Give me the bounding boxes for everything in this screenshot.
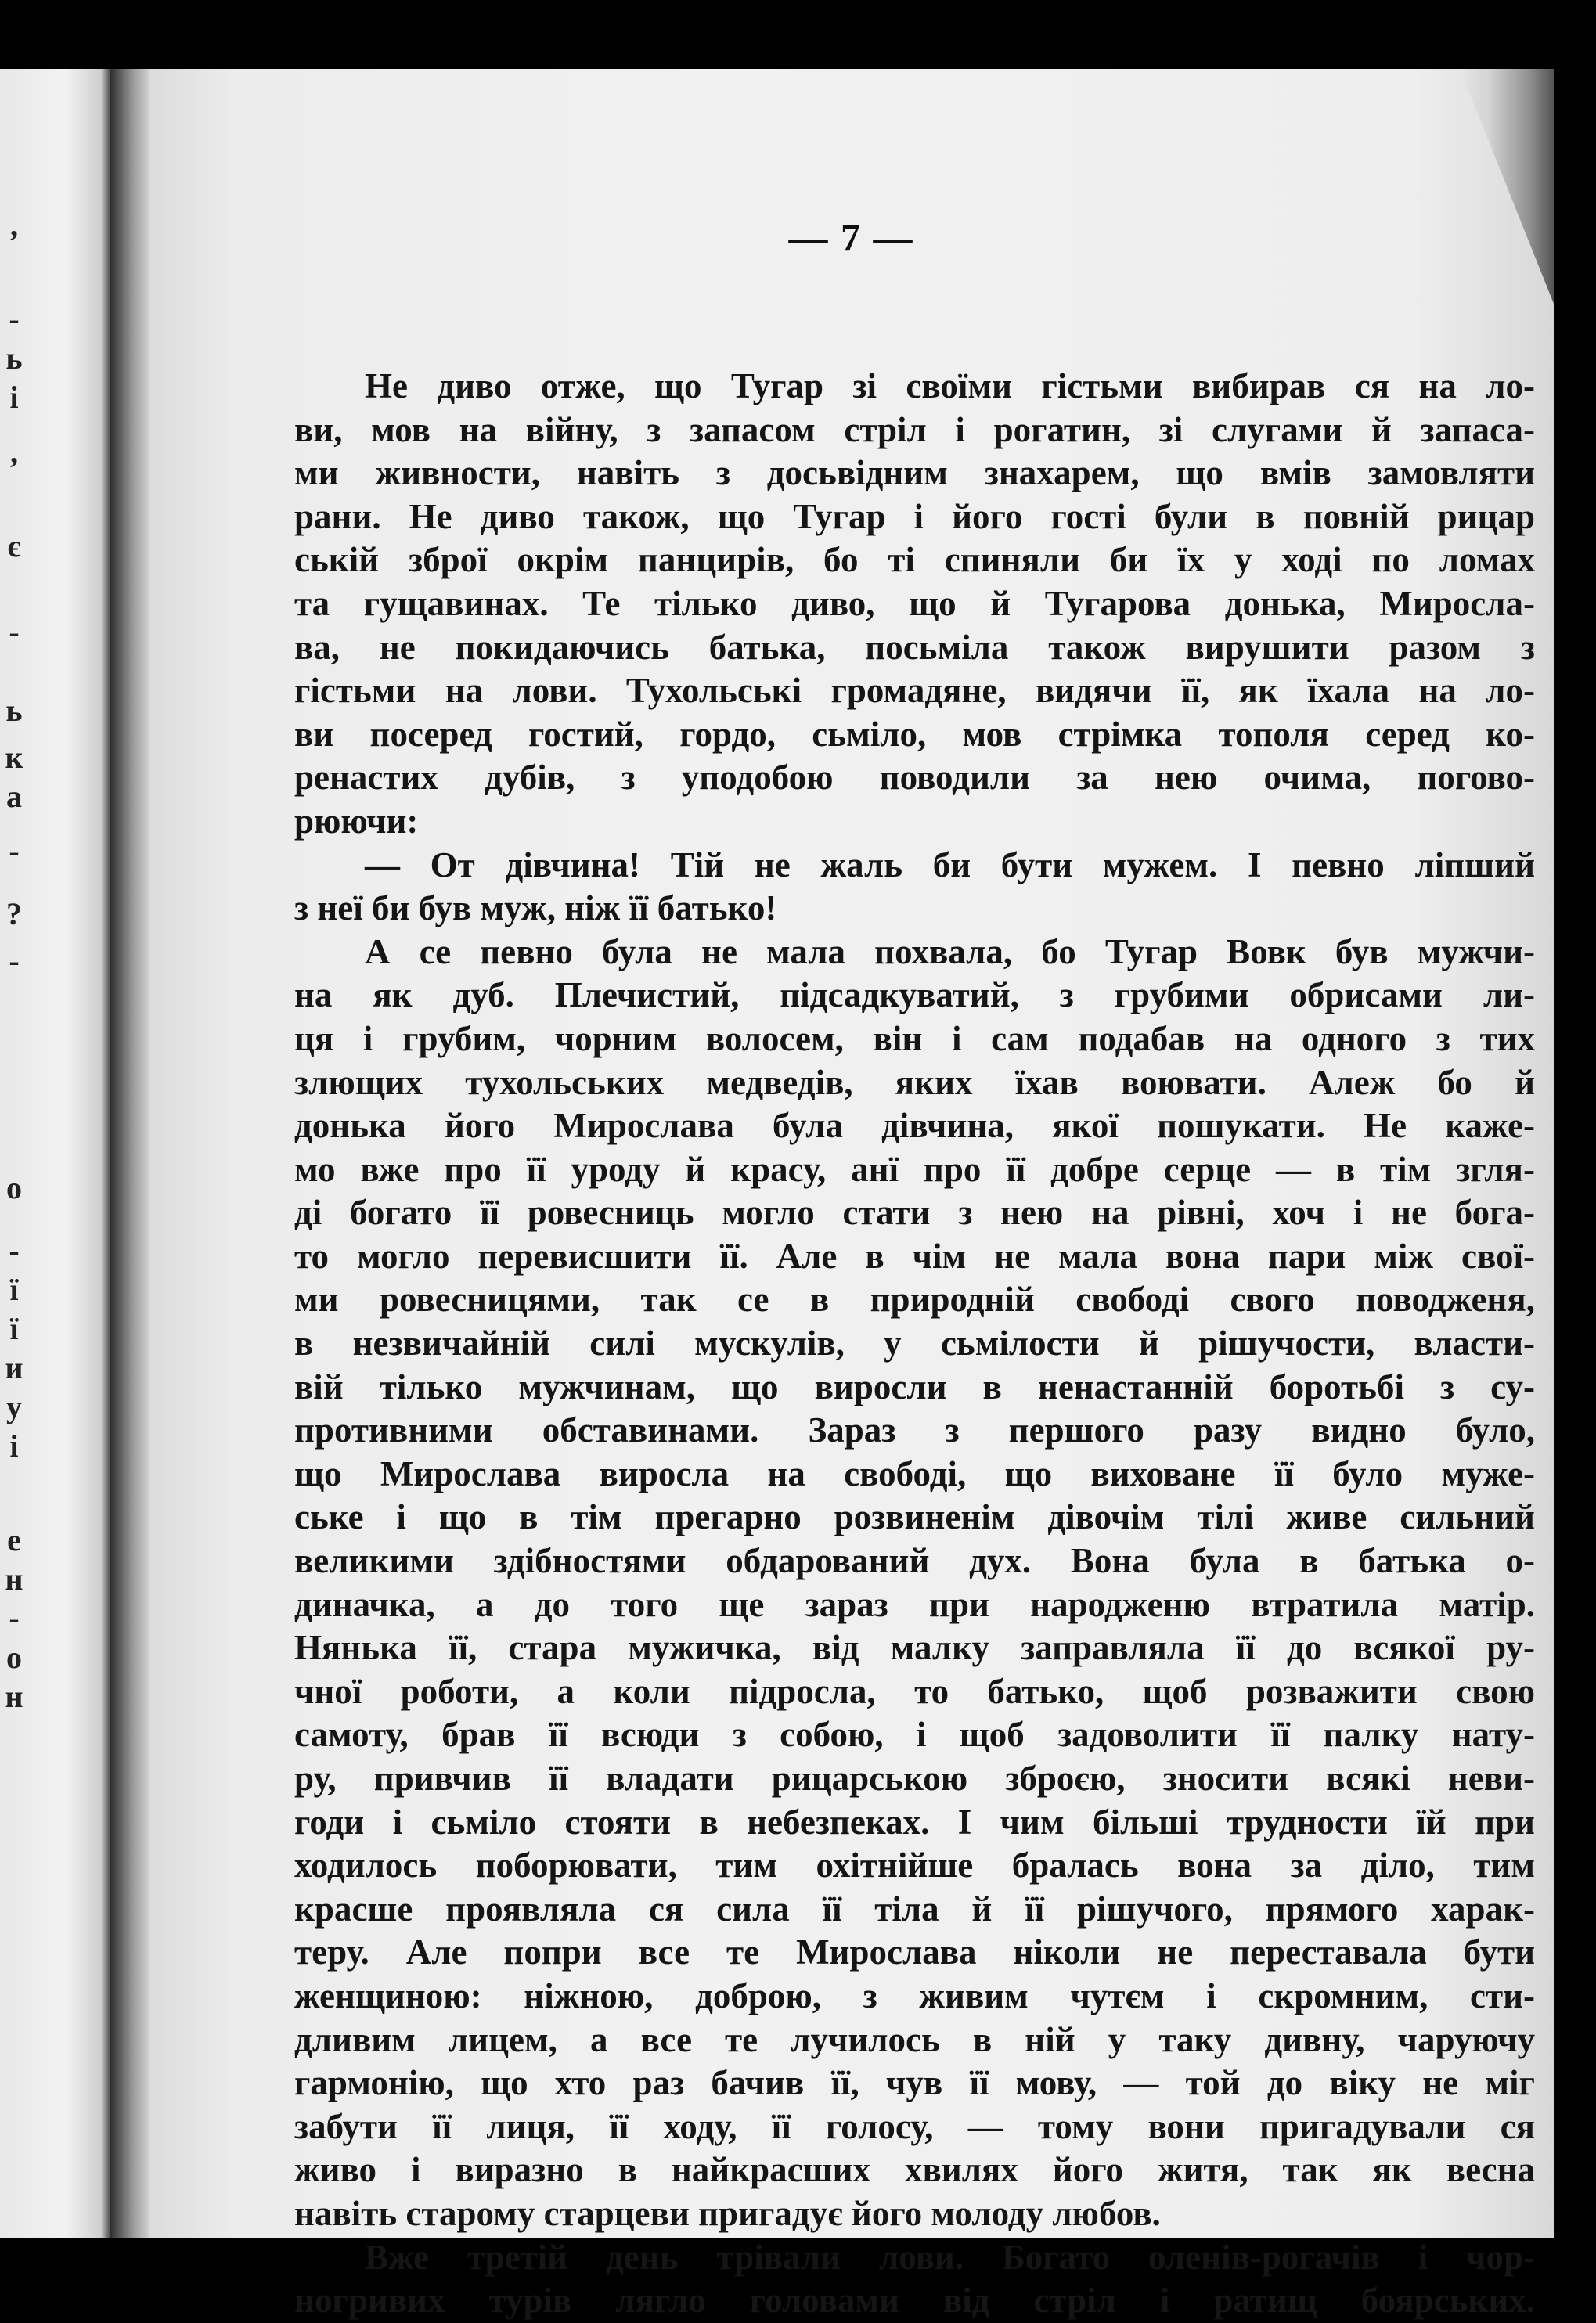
text-line: женщиною: ніжною, доброю, з живим чутєм і скромним, сти- <box>294 1975 1535 2015</box>
text-line: великими здібностями обдарований дух. Вона була в батька о- <box>294 1541 1535 1581</box>
text-line: рани. Не диво також, що Тугар і його гості були в повній рицар <box>294 496 1535 536</box>
previous-page-glyph: и <box>5 1350 23 1385</box>
text-line: що Мирослава виросла на свободі, що виховане її було муже- <box>294 1453 1535 1493</box>
text-line: дливим лицем, а все те лучилось в ній у таку дивну, чаруючу <box>294 2019 1535 2059</box>
previous-page-glyph: - <box>9 1601 20 1636</box>
text-line: красше проявляла ся сила її тіла й її рішучого, прямого харак- <box>294 1889 1535 1929</box>
text-line: чної роботи, а коли підросла, то батько, щоб розважити свою <box>294 1671 1535 1711</box>
text-line: Вже третій день трівали лови. Богато оленів-рогачів і чор- <box>365 2237 1535 2277</box>
previous-page-glyph: н <box>5 1561 23 1597</box>
text-line: А се певно була не мала похвала, бо Тугар Вовк був мужчи- <box>365 931 1535 971</box>
page-corner-shadow <box>1460 69 1554 304</box>
text-line: ренастих дубів, з уподобою поводили за нею очима, погово- <box>294 758 1535 798</box>
previous-page-glyph: ї <box>9 1311 19 1346</box>
text-line: донька його Мирослава була дівчина, якої пошукати. Не каже- <box>294 1106 1535 1146</box>
text-line: ви посеред гостий, гордо, сьміло, мов стрімка тополя серед ко- <box>294 714 1535 754</box>
text-line: мо вже про її уроду й красу, анї про її добре серце — в тім згля- <box>294 1149 1535 1189</box>
text-line: злющих тухольських медведів, яких їхав воювати. Алеж бо й <box>294 1062 1535 1102</box>
text-line: ми живности, навіть з досьвідним знахарем, що вмів замовляти <box>294 453 1535 493</box>
previous-page-glyph: к <box>5 740 23 775</box>
text-line: живо і виразно в найкрасших хвилях його житя, так як весна <box>294 2150 1535 2190</box>
previous-page-glyph: ? <box>6 896 22 931</box>
previous-page-glyph: е <box>7 1522 21 1558</box>
previous-page-edge <box>0 69 110 2238</box>
book-page <box>149 69 1554 2321</box>
text-line: з неї би був муж, ніж її батько! <box>294 888 777 928</box>
body-text <box>294 365 1535 2323</box>
text-line: ру, привчив її владати рицарською зброєю, зносити всякі неви- <box>294 1759 1535 1798</box>
text-line: гармонію, що хто раз бачив її, чув її мову, — той до віку не міг <box>294 2063 1535 2103</box>
text-line: годи і сьміло стояти в небезпеках. І чим більші трудности їй при <box>294 1802 1535 1842</box>
text-line: диначка, а до того ще зараз при народженю втратила матір. <box>294 1584 1535 1624</box>
previous-page-glyph: - <box>9 834 20 869</box>
text-line: ській зброї окрім панцирів, бо ті спиняли би їх у ході по ломах <box>294 540 1535 580</box>
previous-page-glyph: і <box>9 1428 19 1464</box>
text-line: ва, не покидаючись батька, посьміла також вирушити разом з <box>294 627 1535 667</box>
text-line: в незвичайній силі мускулів, у сьмілости й рішучости, власти- <box>294 1324 1535 1363</box>
text-line: то могло перевисшити її. Але в чім не мала вона пари між свої- <box>294 1236 1535 1276</box>
text-line: та гущавинах. Те тілько диво, що й Тугарова донька, Миросла- <box>294 583 1535 623</box>
previous-page-glyph: у <box>6 1389 22 1424</box>
text-line: ця і грубим, чорним волосем, він і сам подабав на одного з тих <box>294 1018 1535 1058</box>
previous-page-glyph: - <box>9 943 20 978</box>
previous-page-glyph: - <box>9 614 20 650</box>
text-line: ми ровесницями, так се в природній свободі свого поводженя, <box>294 1280 1535 1320</box>
previous-page-glyph: є <box>7 528 21 564</box>
text-line: Нянька її, стара мужичка, від малку заправляла її до всякої ру- <box>294 1628 1535 1668</box>
scan-frame-top <box>0 0 1596 70</box>
text-line: ходилось поборювати, тим охітнійше бралась вона за діло, тим <box>294 1846 1535 1885</box>
text-line: самоту, брав її всюди з собою, і щоб задоволити її палку нату- <box>294 1715 1535 1755</box>
previous-page-glyph: ї <box>9 1272 19 1307</box>
text-line: ногривих турів лягло головами від стріл і ратищ боярських. <box>294 2281 1535 2321</box>
previous-page-glyph: ь <box>5 693 23 728</box>
text-line: теру. Але попри все те Мирослава ніколи не переставала бути <box>294 1932 1535 1972</box>
previous-page-glyph: а <box>6 779 22 814</box>
previous-page-glyph: о <box>6 1640 22 1675</box>
text-line: Не диво отже, що Тугар зі своїми гістьми вибирав ся на ло- <box>365 366 1535 405</box>
previous-page-glyph: н <box>5 1679 23 1714</box>
previous-page-glyph: , <box>10 434 18 470</box>
text-line: — От дівчина! Тій не жаль би бути мужем. І певно ліпший <box>365 845 1535 884</box>
previous-page-glyph: ь <box>5 340 23 376</box>
previous-page-glyph: , <box>10 207 18 243</box>
text-line: ське і що в тім прегарно розвиненім дівочім тілі живе сильний <box>294 1497 1535 1537</box>
previous-page-glyph: о <box>6 1170 22 1205</box>
book-gutter <box>110 69 149 2238</box>
previous-page-glyph: - <box>9 301 20 337</box>
text-line: навіть старому старцеви пригадує його молоду любов. <box>294 2193 1161 2233</box>
text-line: рюючи: <box>294 801 419 841</box>
scan-frame-right <box>1554 0 1596 2264</box>
text-line: противними обставинами. Зараз з першого разу видно було, <box>294 1410 1535 1450</box>
page-number: — 7 — <box>788 215 914 259</box>
text-line: ді богато її ровесниць могло стати з нею на рівні, хоч і не бога- <box>294 1193 1535 1233</box>
text-line: вій тілько мужчинам, що виросли в ненастанній боротьбі з су- <box>294 1367 1535 1406</box>
text-line: забути її лиця, її ходу, її голосу, — тому вони пригадували ся <box>294 2106 1535 2146</box>
previous-page-glyph: - <box>9 1233 20 1268</box>
previous-page-glyph: і <box>9 380 19 415</box>
text-line: гістьми на лови. Тухольські громадяне, видячи її, як їхала на ло- <box>294 671 1535 711</box>
text-line: на як дуб. Плечистий, підсадкуватий, з грубими обрисами ли- <box>294 975 1535 1015</box>
text-line: ви, мов на війну, з запасом стріл і рогатин, зі слугами й запаса- <box>294 409 1535 449</box>
